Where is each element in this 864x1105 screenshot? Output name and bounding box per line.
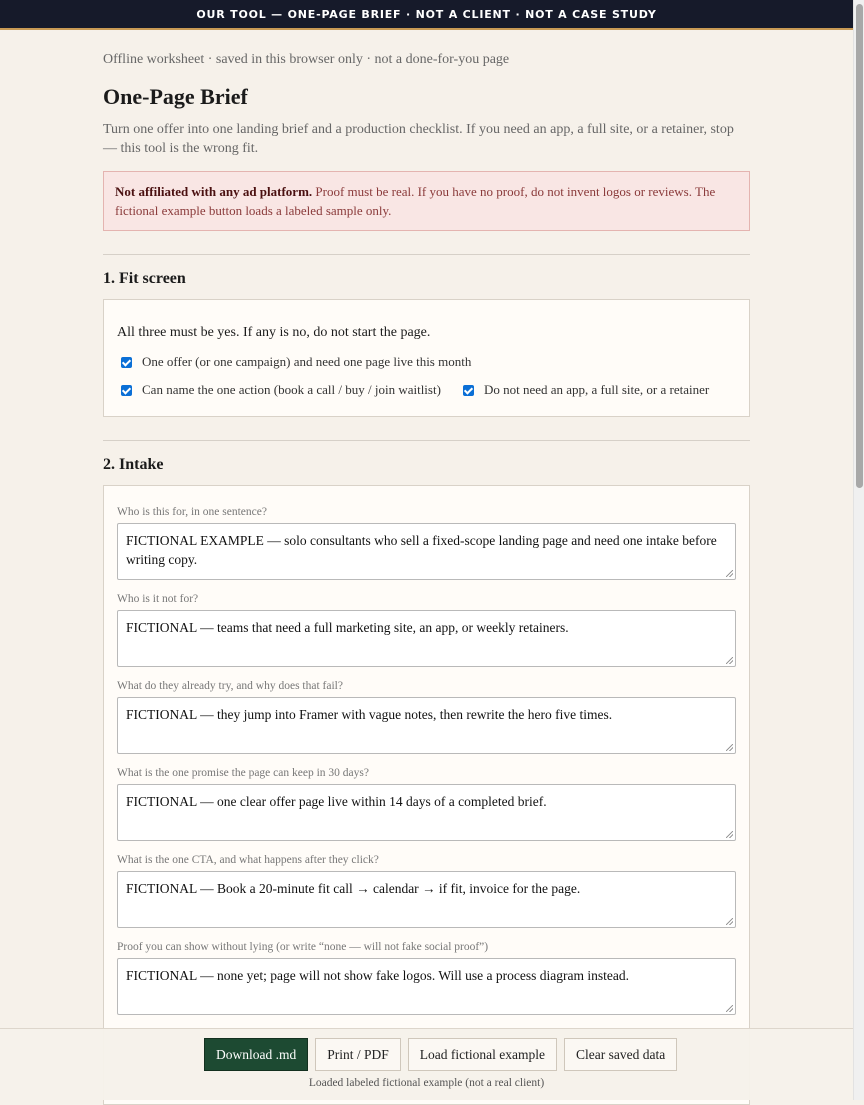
top-banner [0, 0, 853, 30]
current-attempts-textarea[interactable] [117, 697, 736, 754]
section-divider [103, 254, 750, 255]
intake-heading: 2. Intake [103, 456, 164, 473]
intake-field-not-for [117, 593, 736, 667]
proof-textarea[interactable] [117, 958, 736, 1015]
resize-grip-icon[interactable] [726, 831, 733, 838]
field-value: FICTIONAL — teams that need a full marketing site, an app, or weekly retainers. [126, 620, 569, 635]
field-label: What is the one promise the page can keep in 30 days? [117, 767, 369, 779]
fit-lead: All three must be yes. If any is no, do not start the page. [117, 325, 431, 340]
fit-check-label: Can name the one action (book a call / buy / join waitlist) [142, 382, 441, 397]
field-value: FICTIONAL — one clear offer page live within 14 days of a completed brief. [126, 794, 547, 809]
checkbox-icon[interactable] [121, 385, 132, 396]
promise-textarea[interactable] [117, 784, 736, 841]
intake-field-proof [117, 941, 736, 1015]
tagline: Offline worksheet · saved in this browser only · not a done-for-you page [103, 52, 510, 67]
resize-grip-icon[interactable] [726, 570, 733, 577]
print-pdf-button[interactable]: Print / PDF [315, 1038, 401, 1071]
checkbox-icon[interactable] [121, 357, 132, 368]
intro-text: Turn one offer into one landing brief and a production checklist. If you need an app, a full site, or a retainer, stop — this tool is the wrong fit. [103, 122, 734, 156]
download-md-button[interactable]: Download .md [204, 1038, 308, 1071]
field-value: FICTIONAL — Book a 20-minute fit call → calendar → if fit, invoice for the page. [126, 881, 581, 896]
field-value: FICTIONAL — none yet; page will not show fake logos. Will use a process diagram instead. [126, 968, 629, 983]
page-title: One-Page Brief [103, 84, 248, 109]
resize-grip-icon[interactable] [726, 918, 733, 925]
clear-data-button[interactable]: Clear saved data [564, 1038, 677, 1071]
load-example-button[interactable]: Load fictional example [408, 1038, 557, 1071]
disclaimer-box [103, 171, 750, 231]
intake-field-promise [117, 767, 736, 841]
intake-panel [103, 485, 750, 1105]
disclaimer-text: Proof must be real. If you have no proof, do not invent logos or reviews. The fictional example button loads a labeled sample only. [115, 184, 716, 218]
intake-field-audience [117, 506, 736, 580]
field-value: FICTIONAL EXAMPLE — solo consultants who sell a fixed-scope landing page and need one intake before writing copy. [126, 533, 717, 567]
fit-check-one-action[interactable] [117, 382, 441, 398]
field-label: Proof you can show without lying (or write “none — will not fake social proof”) [117, 941, 489, 953]
resize-grip-icon[interactable] [726, 657, 733, 664]
section-divider [103, 440, 750, 441]
checkbox-icon[interactable] [463, 385, 474, 396]
field-value: FICTIONAL — they jump into Framer with vague notes, then rewrite the hero five times. [126, 707, 613, 722]
action-bar [0, 1028, 853, 1100]
resize-grip-icon[interactable] [726, 1005, 733, 1012]
resize-grip-icon[interactable] [726, 744, 733, 751]
field-label: What do they already try, and why does that fail? [117, 680, 343, 692]
banner-text: OUR TOOL — ONE-PAGE BRIEF · NOT A CLIENT · NOT A CASE STUDY [196, 7, 657, 21]
fit-check-label: One offer (or one campaign) and need one page live this month [142, 354, 472, 369]
field-label: Who is this for, in one sentence? [117, 506, 267, 518]
main-content [103, 30, 750, 1105]
fit-check-no-app[interactable] [459, 382, 709, 398]
intake-field-cta [117, 854, 736, 928]
vertical-scrollbar[interactable] [853, 0, 864, 1100]
scrollbar-thumb[interactable] [856, 4, 863, 488]
status-message: Loaded labeled fictional example (not a real client) [308, 1077, 545, 1089]
not-for-textarea[interactable] [117, 610, 736, 667]
fit-heading: 1. Fit screen [103, 270, 186, 287]
fit-check-one-offer[interactable] [117, 354, 471, 370]
field-label: Who is it not for? [117, 593, 199, 605]
intake-field-current-attempts [117, 680, 736, 754]
cta-textarea[interactable] [117, 871, 736, 928]
fit-panel [103, 299, 750, 417]
field-label: What is the one CTA, and what happens after they click? [117, 854, 379, 866]
disclaimer-bold: Not affiliated with any ad platform. [115, 184, 313, 199]
audience-textarea[interactable] [117, 523, 736, 580]
fit-check-label: Do not need an app, a full site, or a retainer [483, 382, 710, 397]
